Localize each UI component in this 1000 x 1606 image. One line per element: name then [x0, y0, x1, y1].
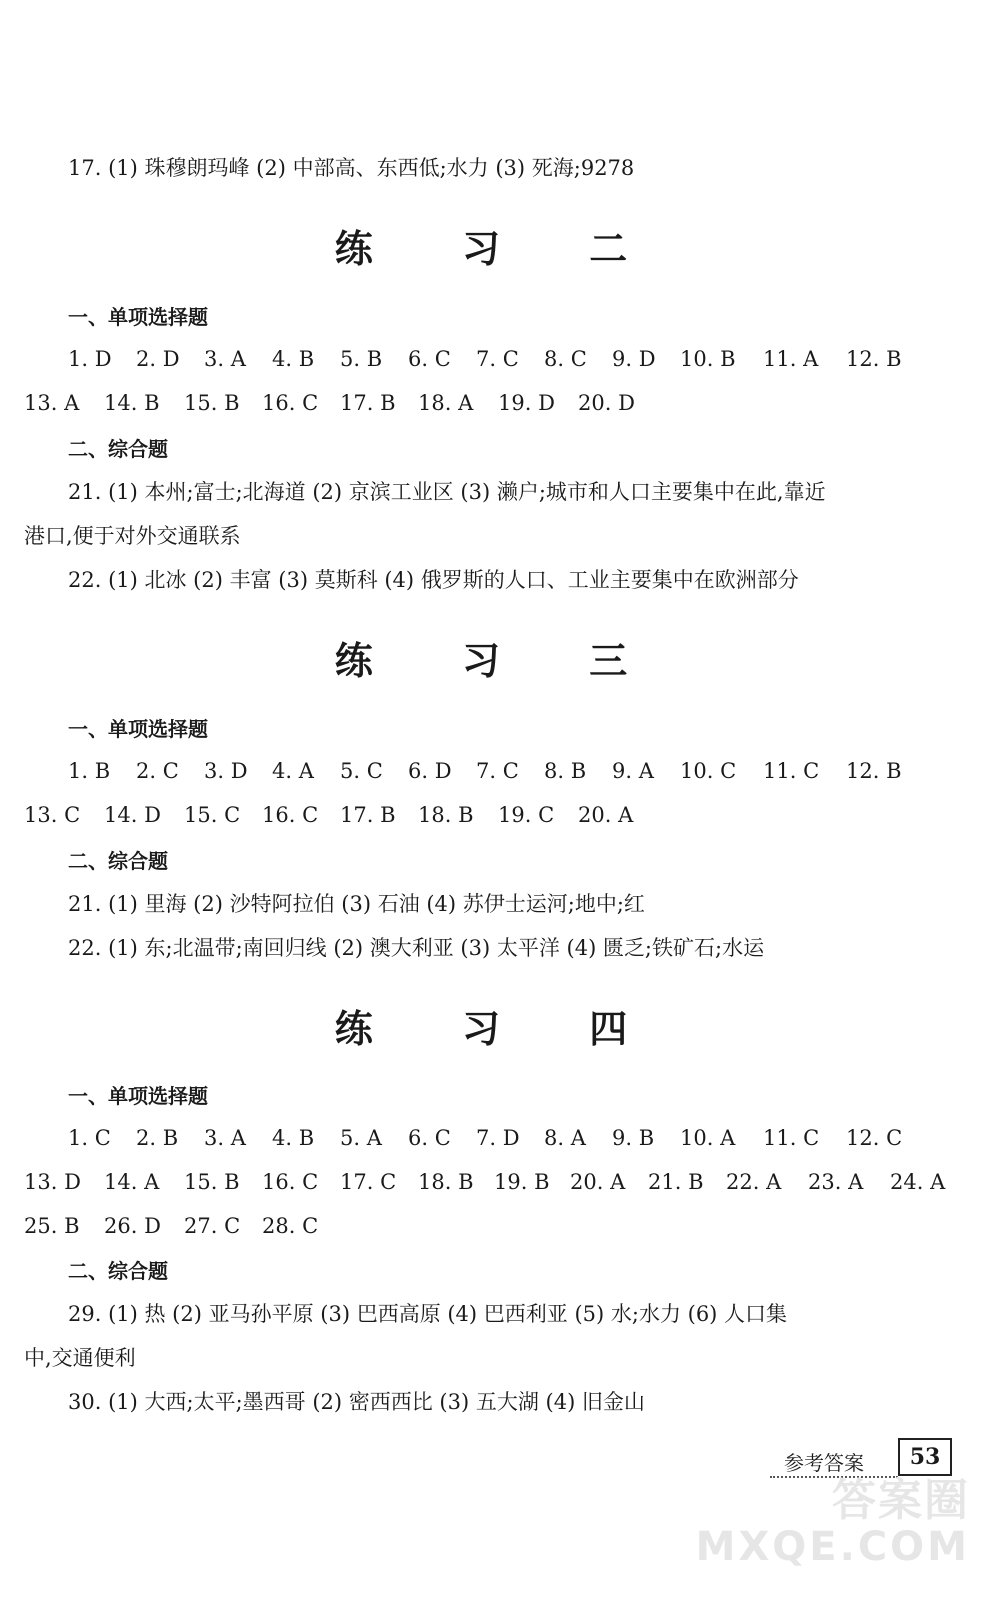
- mc-answer: 19. D: [498, 391, 555, 415]
- section-title-3: 练 习 三: [334, 638, 666, 683]
- watermark-url: MXQE.COM: [695, 1524, 970, 1570]
- mc-answer: 10. B: [680, 347, 736, 371]
- answer-line-17: 17. (1) 珠穆朗玛峰 (2) 中部高、东西低;水力 (3) 死海;9278: [68, 156, 635, 180]
- mc-answer: 22. A: [726, 1170, 782, 1194]
- mc-answer: 8. A: [544, 1126, 586, 1150]
- mc-answer: 12. C: [846, 1126, 903, 1150]
- mc-answer: 16. C: [262, 803, 319, 827]
- mc-answer: 23. A: [808, 1170, 864, 1194]
- answer-line-29-cont: 中,交通便利: [24, 1346, 136, 1370]
- mc-answer: 7. C: [476, 759, 519, 783]
- mc-answer: 20. A: [570, 1170, 626, 1194]
- mc-answer: 6. C: [408, 347, 451, 371]
- watermark: [695, 1475, 970, 1570]
- mc-answer: 11. A: [763, 347, 819, 371]
- mc-answer: 14. B: [104, 391, 160, 415]
- mc-answer: 12. B: [846, 759, 902, 783]
- mc-answer: 24. A: [890, 1170, 946, 1194]
- mc-answer: 15. C: [184, 803, 241, 827]
- answer-line-30: 30. (1) 大西;太平;墨西哥 (2) 密西西比 (3) 五大湖 (4) 旧金山: [68, 1390, 645, 1414]
- mc-answer: 2. B: [136, 1126, 179, 1150]
- comp-heading-2: 二、综合题: [68, 437, 168, 461]
- mc-answer: 17. C: [340, 1170, 397, 1194]
- mc-answer: 15. B: [184, 1170, 240, 1194]
- answer-line-22: 22. (1) 北冰 (2) 丰富 (3) 莫斯科 (4) 俄罗斯的人口、工业主要集中在欧洲部分: [68, 568, 799, 592]
- mc-answer: 2. D: [136, 347, 180, 371]
- mc-answer: 28. C: [262, 1214, 319, 1238]
- mc-answer: 17. B: [340, 803, 396, 827]
- mc-answer: 17. B: [340, 391, 396, 415]
- mc-answer: 10. C: [680, 759, 737, 783]
- mc-answer: 4. B: [272, 1126, 315, 1150]
- mc-answer: 27. C: [184, 1214, 241, 1238]
- mc-answer: 6. C: [408, 1126, 451, 1150]
- mc-answer: 9. B: [612, 1126, 655, 1150]
- mc-answer: 1. C: [68, 1126, 111, 1150]
- mc-answer: 6. D: [408, 759, 452, 783]
- mc-heading-4: 一、单项选择题: [68, 1084, 208, 1108]
- answer-line-21: 21. (1) 里海 (2) 沙特阿拉伯 (3) 石油 (4) 苏伊士运河;地中;红: [68, 892, 645, 916]
- mc-answer: 18. B: [418, 1170, 474, 1194]
- mc-answer: 18. B: [418, 803, 474, 827]
- mc-answer: 13. A: [24, 391, 80, 415]
- mc-answer: 1. B: [68, 759, 111, 783]
- mc-answer: 15. B: [184, 391, 240, 415]
- comp-heading-3: 二、综合题: [68, 849, 168, 873]
- mc-answer: 2. C: [136, 759, 179, 783]
- comp-heading-4: 二、综合题: [68, 1259, 168, 1283]
- mc-answer: 7. D: [476, 1126, 520, 1150]
- mc-answer: 5. B: [340, 347, 383, 371]
- mc-answer: 5. C: [340, 759, 383, 783]
- mc-answer: 10. A: [680, 1126, 736, 1150]
- mc-heading-3: 一、单项选择题: [68, 717, 208, 741]
- mc-answer: 18. A: [418, 391, 474, 415]
- mc-answer: 19. C: [498, 803, 555, 827]
- mc-answer: 26. D: [104, 1214, 161, 1238]
- answer-line-21: 21. (1) 本州;富士;北海道 (2) 京滨工业区 (3) 濑户;城市和人口主要集中在此,靠近: [68, 480, 826, 504]
- mc-answer: 20. A: [578, 803, 634, 827]
- page-number: 53: [898, 1438, 952, 1476]
- mc-answer: 19. B: [494, 1170, 550, 1194]
- answer-line-21-cont: 港口,便于对外交通联系: [24, 524, 241, 548]
- mc-answer: 8. B: [544, 759, 587, 783]
- mc-answer: 8. C: [544, 347, 587, 371]
- mc-answer: 20. D: [578, 391, 635, 415]
- mc-answer: 1. D: [68, 347, 112, 371]
- mc-answer: 16. C: [262, 391, 319, 415]
- section-title-2: 练 习 二: [334, 226, 666, 271]
- mc-answer: 9. D: [612, 347, 656, 371]
- mc-answer: 7. C: [476, 347, 519, 371]
- mc-heading-2: 一、单项选择题: [68, 305, 208, 329]
- answer-line-29: 29. (1) 热 (2) 亚马孙平原 (3) 巴西高原 (4) 巴西利亚 (5) 水;水力 (6) 人口集: [68, 1302, 788, 1326]
- mc-answer: 3. D: [204, 759, 248, 783]
- mc-answer: 12. B: [846, 347, 902, 371]
- mc-answer: 3. A: [204, 347, 246, 371]
- section-title-4: 练 习 四: [334, 1006, 666, 1051]
- mc-answer: 13. D: [24, 1170, 81, 1194]
- mc-answer: 13. C: [24, 803, 81, 827]
- mc-answer: 14. A: [104, 1170, 160, 1194]
- mc-answer: 5. A: [340, 1126, 382, 1150]
- mc-answer: 4. B: [272, 347, 315, 371]
- mc-answer: 14. D: [104, 803, 161, 827]
- mc-answer: 25. B: [24, 1214, 80, 1238]
- mc-answer: 3. A: [204, 1126, 246, 1150]
- mc-answer: 4. A: [272, 759, 314, 783]
- watermark-brand: 答案圈: [832, 1475, 970, 1526]
- mc-answer: 9. A: [612, 759, 654, 783]
- answer-line-22: 22. (1) 东;北温带;南回归线 (2) 澳大利亚 (3) 太平洋 (4) 匮乏;铁矿石;水运: [68, 936, 765, 960]
- mc-answer: 16. C: [262, 1170, 319, 1194]
- mc-answer: 11. C: [763, 759, 820, 783]
- mc-answer: 21. B: [648, 1170, 704, 1194]
- footer-label: 参考答案: [784, 1451, 864, 1475]
- mc-answer: 11. C: [763, 1126, 820, 1150]
